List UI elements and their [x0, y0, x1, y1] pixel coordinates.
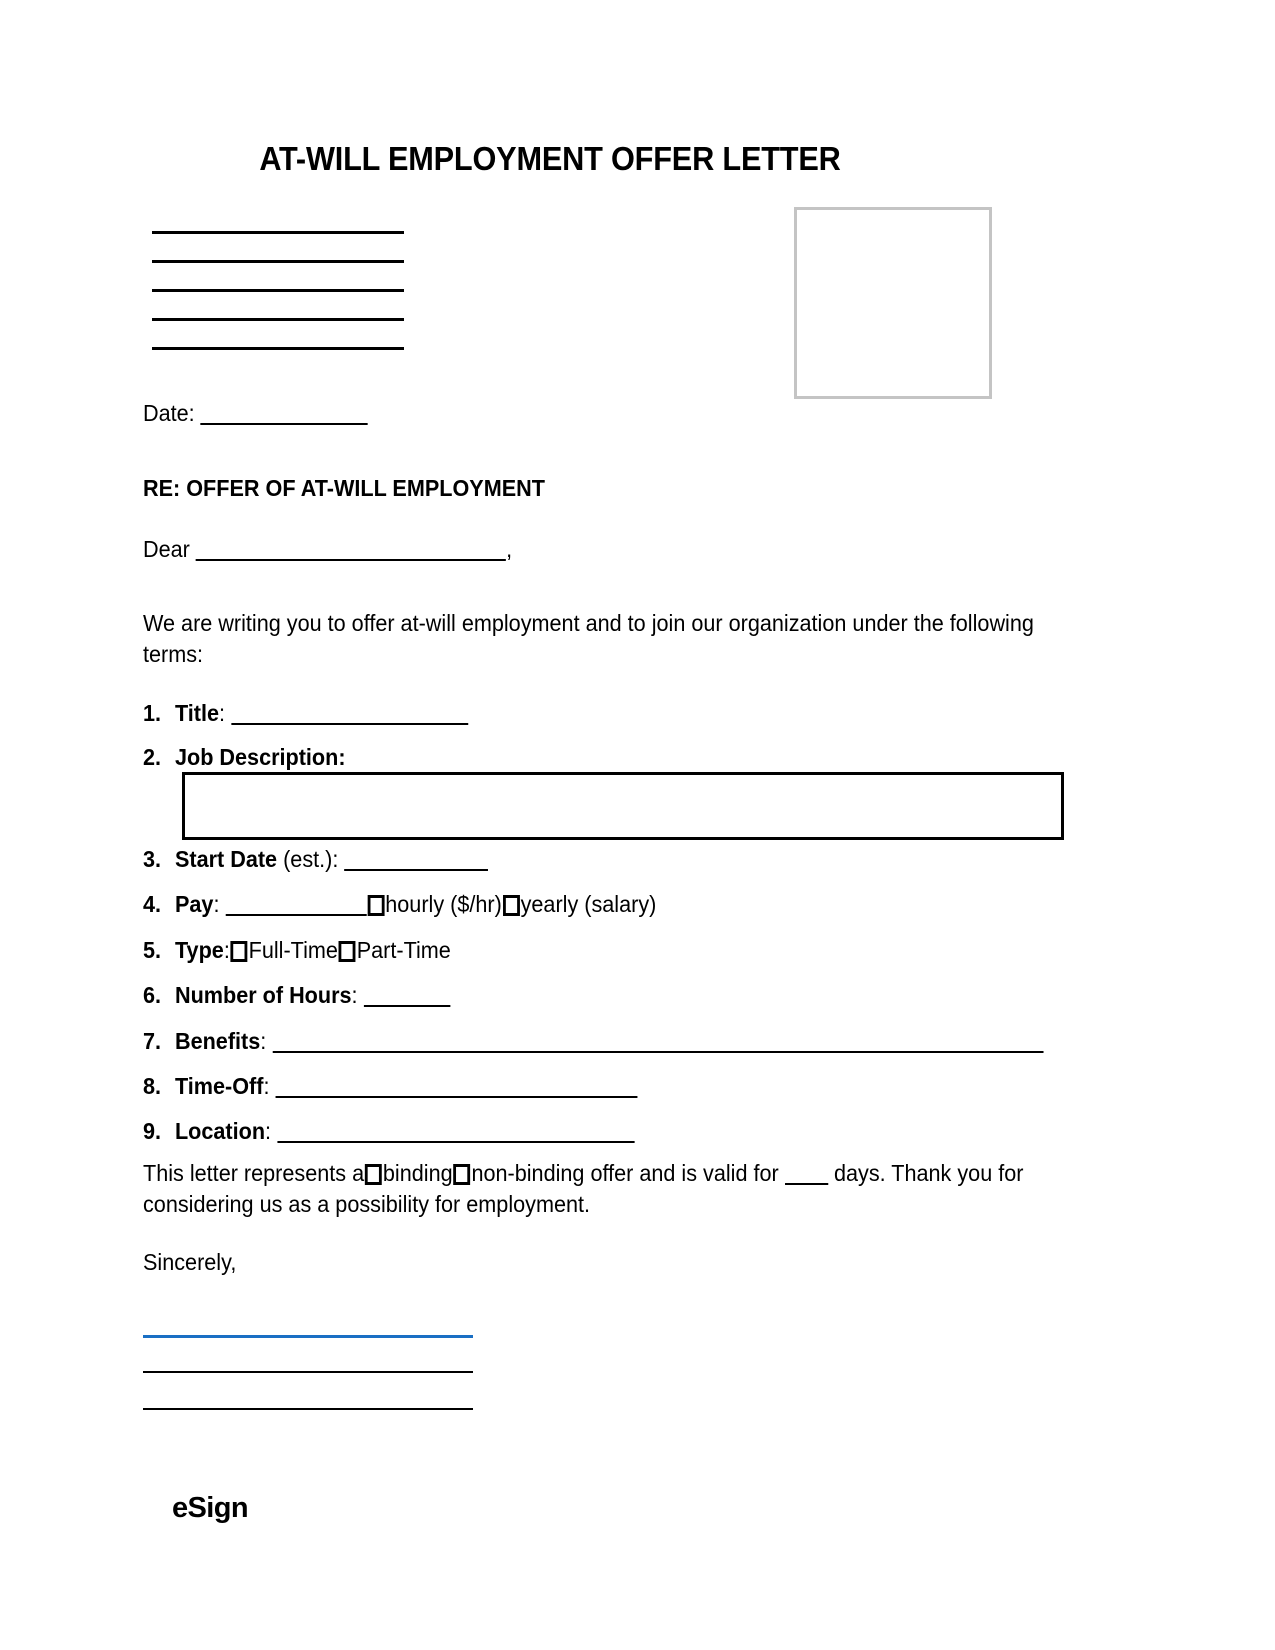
recipient-name-blank[interactable] — [196, 559, 506, 561]
closing-salutation: Sincerely, — [143, 1249, 237, 1275]
title-line[interactable] — [143, 1408, 473, 1410]
term-colon-9: : — [265, 1118, 278, 1144]
pay-amount-input-blank[interactable] — [225, 914, 366, 916]
term-number-5: 5. — [143, 937, 162, 963]
location-input-blank[interactable] — [277, 1141, 634, 1143]
number-of-hours-input-blank[interactable] — [364, 1005, 450, 1007]
term-item-pay — [143, 891, 656, 917]
term-number-6: 6. — [143, 982, 162, 1008]
title-input-blank[interactable] — [231, 723, 468, 725]
company-logo-placeholder-box[interactable] — [794, 207, 992, 399]
term-colon-6: : — [351, 982, 364, 1008]
checkbox-full-time[interactable] — [231, 941, 248, 962]
salutation-row — [143, 536, 512, 562]
term-item-time-off — [143, 1073, 637, 1099]
term-colon-1: : — [219, 700, 226, 726]
term-number-2: 2. — [143, 744, 162, 770]
pay-yearly-label: yearly (salary) — [520, 891, 657, 917]
term-number-4: 4. — [143, 891, 162, 917]
benefits-input-blank[interactable] — [272, 1051, 1043, 1053]
term-label-pay: Pay — [174, 891, 214, 917]
term-item-benefits — [143, 1028, 1043, 1054]
term-suffix-3: (est.): — [277, 846, 345, 872]
start-date-input-blank[interactable] — [344, 869, 488, 871]
checkbox-yearly[interactable] — [503, 895, 520, 916]
term-item-job-description — [143, 744, 346, 770]
term-number-1: 1. — [143, 700, 162, 726]
closing-non-binding-label: non-binding offer and is valid for — [471, 1160, 785, 1186]
type-part-time-label: Part-Time — [356, 937, 451, 963]
term-colon-4: : — [213, 891, 220, 917]
sender-address-line-5[interactable] — [152, 347, 404, 350]
term-label-job-description: Job Description: — [174, 744, 346, 770]
pay-hourly-label: hourly ($/hr) — [385, 891, 502, 917]
term-label-start-date: Start Date — [174, 846, 278, 872]
sender-address-line-1[interactable] — [152, 231, 404, 234]
closing-paragraph — [143, 1158, 1045, 1220]
term-number-3: 3. — [143, 846, 162, 872]
sender-address-line-3[interactable] — [152, 289, 404, 292]
term-colon-8: : — [263, 1073, 276, 1099]
printed-name-line[interactable] — [143, 1371, 473, 1373]
term-item-start-date — [143, 846, 488, 872]
checkbox-non-binding[interactable] — [454, 1164, 471, 1185]
esign-logo: eSign — [172, 1492, 248, 1524]
salutation-comma: , — [506, 536, 513, 562]
date-row — [143, 400, 368, 426]
intro-paragraph: We are writing you to offer at-will employment and to join our organization under the following terms: — [143, 610, 1034, 667]
salutation-label: Dear — [143, 536, 190, 562]
term-label-title: Title — [174, 700, 220, 726]
job-description-textbox[interactable] — [182, 772, 1064, 840]
term-label-type: Type — [174, 937, 224, 963]
term-label-time-off: Time-Off — [174, 1073, 264, 1099]
sender-address-line-4[interactable] — [152, 318, 404, 321]
closing-days-label: days. Thank you for considering us as a possibility for employment. — [143, 1160, 1024, 1217]
type-full-time-label: Full-Time — [248, 937, 338, 963]
term-colon-5: : — [223, 937, 230, 963]
term-item-location — [143, 1118, 634, 1144]
date-label: Date: — [143, 400, 195, 426]
term-label-number-of-hours: Number of Hours — [174, 982, 352, 1008]
page-title: AT-WILL EMPLOYMENT OFFER LETTER — [259, 140, 841, 177]
signature-line[interactable] — [143, 1335, 473, 1338]
validity-days-input-blank[interactable] — [785, 1183, 828, 1185]
re-heading: RE: OFFER OF AT-WILL EMPLOYMENT — [143, 475, 545, 501]
checkbox-part-time[interactable] — [339, 941, 356, 962]
closing-binding-label: binding — [382, 1160, 453, 1186]
term-item-type — [143, 937, 451, 963]
term-colon-7: : — [260, 1028, 273, 1054]
term-item-number-of-hours — [143, 982, 450, 1008]
closing-text-before: This letter represents a — [143, 1160, 365, 1186]
date-input-blank[interactable] — [201, 423, 368, 425]
sender-address-line-2[interactable] — [152, 260, 404, 263]
term-number-9: 9. — [143, 1118, 162, 1144]
term-label-location: Location — [174, 1118, 266, 1144]
checkbox-binding[interactable] — [365, 1164, 382, 1185]
checkbox-hourly[interactable] — [367, 895, 384, 916]
term-item-title — [143, 700, 468, 726]
term-number-8: 8. — [143, 1073, 162, 1099]
term-number-7: 7. — [143, 1028, 162, 1054]
term-label-benefits: Benefits — [174, 1028, 261, 1054]
time-off-input-blank[interactable] — [275, 1096, 637, 1098]
